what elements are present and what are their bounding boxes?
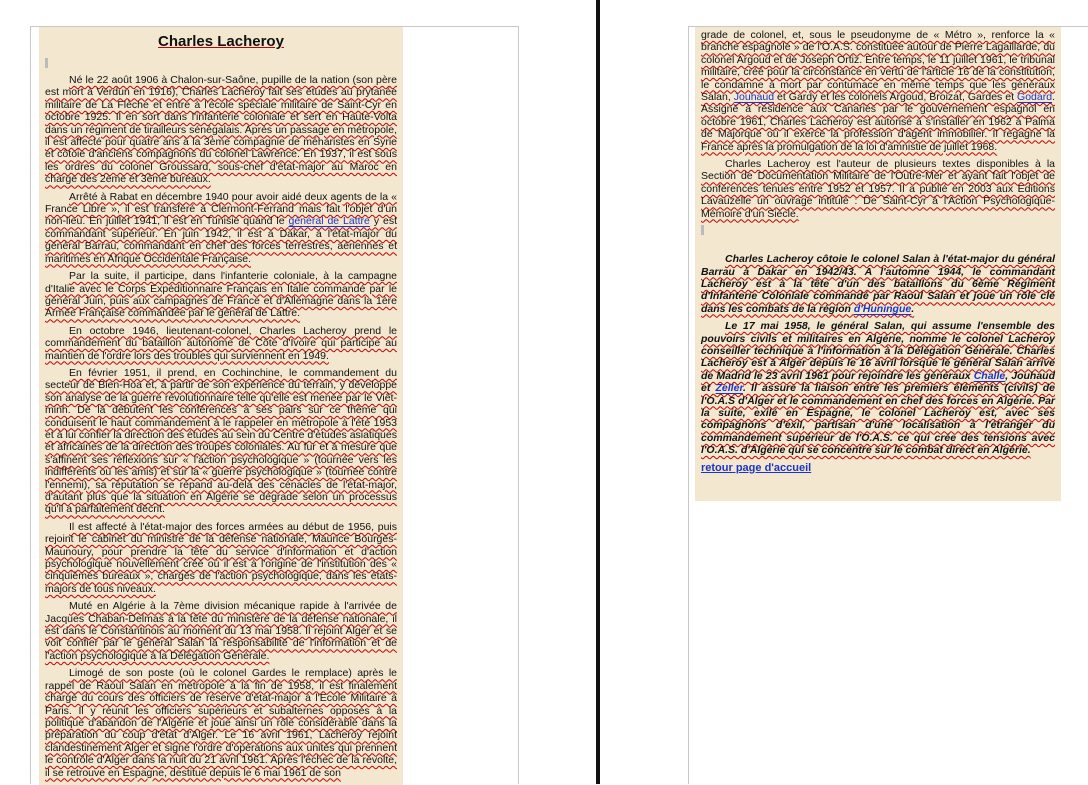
link-jouhaud[interactable]: Jouhaud bbox=[733, 91, 775, 104]
paragraph-birth: Né le 22 août 1906 à Chalon-sur-Saône, pupille de la nation (son père est mort à Verdun en 1916), Charles Lacheroy fait ses études au prytanée militaire de La Flèche et entre à l'école spéciale militaire de Saint-Cyr en octobre 1925. Il en sort dans l'infanterie coloniale et sert en Haute-Volta dans un régiment de tirailleurs sénégalais. Après un passage en métropole, il est affecté pour quatre ans à la 3ème compagnie de méharistes en Syrie et côtoie d'anciens compagnons du colonel Lawrence. En 1937, il est sous les ordres du colonel Groussard, sous-chef d'état-major au Maroc en charge des 2ème et 3ème bureaux. bbox=[45, 74, 397, 186]
link-godard[interactable]: Godard bbox=[1017, 91, 1053, 104]
paragraph-dismissal: Limogé de son poste (où le colonel Gardes le remplace) après le rappel de Raoul Salan en métropole à la fin de 1958, il est finalement chargé du cours des officiers de réserve d'état-major à l'Ecole Militaire à Paris. Il y réunit les officiers supérieurs et subalternes opposés à la politique d'abandon de l'Algérie et joue ainsi un rôle considérable dans la préparation du coup d'état d'Alger. Le 16 avril 1961, Lacheroy rejoint clandestinement Alger et signe l'ordre d'opérations aux unités qui prennent le contrôle d'Alger dans la nuit du 21 avril 1961. Après l'échec de la révolte, il se retrouve en Espagne, destitué depuis le 6 mai 1961 de son bbox=[45, 667, 397, 779]
paragraph-cochinchina: En février 1951, il prend, en Cochinchine, le commandement du secteur de Bien-Hoa et, à partir de son expérience du terrain, y développe son analyse de la guerre révolutionnaire telle qu'elle est menée par le Viêt-minh. De là débutent les conférences à ses pairs sur ce thème qui conduisent le haut commandement à le rappeler en métropole à l'été 1953 et à lui confier la direction des études au sein du Centre d'études asiatiques et africaines de la direction des troupes coloniales. Au fur et à mesure que s'affinent ses réflexions sur « l'action psychologique » (tournée vers les indifférents ou les amis) et sur la « guerre psychologique » (tournée contre l'ennemi), sa réputation se répand au-delà des cénacles de l'état-major, d'autant plus que la situation en Algérie se dégrade selon un processus qu'il a parfaitement décrit. bbox=[45, 366, 397, 516]
document-page-left bbox=[30, 26, 519, 784]
paragraph-text: Arrêté à Rabat en décembre 1940 pour avoir aidé deux agents de la « France Libre », il est transféré à Clermont-Ferrand mais fait l'objet d'un non-lieu. En juillet 1941, il est en Tunisie quand le bbox=[45, 190, 397, 228]
paragraph-text: . bbox=[911, 302, 915, 315]
paragraph-text: , Jouhaud et bbox=[701, 369, 1055, 395]
paragraph-text: . Assigné à résidence aux Canaries par le gouvernement espagnol en octobre 1961, Charles Lacheroy est autorisé à s'installer en 1962 à Palma de Majorque où il exerce la profession d'agent immobilier. Il regagne la France après la promulgation de la loi d'amnistie de juillet 1968. bbox=[701, 91, 1055, 153]
link-huningue[interactable]: d'Huningue bbox=[853, 302, 912, 315]
paragraph-oas-spain bbox=[701, 29, 1055, 153]
paragraph-may-1958 bbox=[701, 320, 1055, 456]
paragraph-text: Charles Lacheroy côtoie le colonel Salan à l'état-major du général Barrau à Dakar en 1942/43. A l'automne 1944, le commandant Lacheroy est à la tête d'un des bataillons du 6ème Régiment d'Infanterie Coloniale commandé par Raoul Salan et joue un rôle clé dans les combats de la région bbox=[701, 253, 1055, 315]
link-challe[interactable]: Challe bbox=[973, 369, 1006, 382]
home-page-link[interactable]: retour page d'accueil bbox=[701, 461, 812, 474]
paragraph-text: Le 17 mai 1958, le général Salan, qui assume l'ensemble des pouvoirs civils et militaires en Algérie, nomme le colonel Lacheroy conseiller technique à l'information à la Délégation Générale. Charles Lacheroy est à Alger depuis le 16 avril lorsque le général Salan arrive de Madrid le 23 avril 1961 pour rejoindre les généraux bbox=[701, 320, 1055, 382]
paragraph-arrest bbox=[45, 191, 397, 265]
text-block-right bbox=[695, 27, 1061, 501]
paragraph-author: Charles Lacheroy est l'auteur de plusieurs textes disponibles à la Section de Documentation Militaire de l'Outre-Mer et ayant fait l'objet de conférences tenues entre 1952 et 1957. Il a publié en 2003 aux Editions Lavauzelle un ouvrage intitulé : De Saint-Cyr à l'Action Psychologique-Mémoire d'un Siècle. bbox=[701, 158, 1055, 220]
paragraph-italy: Par la suite, il participe, dans l'infanterie coloniale, à la campagne d'Italie avec le Corps Expéditionnaire Français en Italie commandé par le général Juin, puis aux campagnes de France et d'Allemagne dans la 1ère Armée Française commandée par le général de Lattre. bbox=[45, 270, 397, 320]
document-page-right bbox=[688, 26, 1088, 784]
text-block-left bbox=[39, 27, 403, 785]
page-title: Charles Lacheroy bbox=[158, 33, 284, 50]
window-divider[interactable] bbox=[596, 0, 600, 784]
paragraph-text: . Il assure la liaison entre les premiers éléments (civils) de l'O.A.S d'Alger et le commandement en chef des forces en Algérie. Par la suite, exilé en Espagne, le colonel Lacheroy est, avec ses compagnons d'exil, partisan d'une localisation à l'étranger du commandement supérieur de l'O.A.S. ce qui crée des tensions avec l'O.A.S. d'Algérie qui se concentre sur le combat direct en Algérie. bbox=[701, 382, 1055, 457]
paragraph-marker bbox=[45, 58, 48, 68]
paragraph-algeria: Muté en Algérie à la 7ème division mécanique rapide à l'arrivée de Jacques Chaban-Delmas à la tête du ministère de la défense nationale, il est dans le Constantinois au moment du 13 mai 1958. Il rejoint Alger et se voit confier par le général Salan la responsabilité de l'information et de l'action psychologique à la Délégation Générale. bbox=[45, 600, 397, 662]
paragraph-text: grade de colonel, et, sous le pseudonyme de « Métro », renforce la « branche espagnole » de l'O.A.S. constituée autour de Pierre Lagaillarde, du colonel Argoud et de Joseph Ortiz. Entre temps, le 11 juillet 1961, le tribunal militaire, créé pour la circonstance en vertu de l'article 16 de la constitution, le condamne à mort par contumace en même temps que les généraux Salan, bbox=[701, 29, 1055, 104]
link-zeller[interactable]: Zeller bbox=[715, 382, 743, 395]
paragraph-marker bbox=[701, 225, 704, 235]
paragraph-defense-ministry: Il est affecté à l'état-major des forces armées au début de 1956, puis rejoint le cabinet du ministre de la défense nationale, Maurice Bourgès-Maunoury, pour prendre la tête du service d'information et d'action psychologique nouvellement créé où il est à l'origine de l'institution des « cinquièmes bureaux », chargés de l'action psychologique, dans les états-majors de tous niveaux. bbox=[45, 520, 397, 595]
paragraph-salan-dakar bbox=[701, 253, 1055, 315]
paragraph-ivory-coast: En octobre 1946, lieutenant-colonel, Charles Lacheroy prend le commandement du bataillon autonome de Côte d'Ivoire qui participe au maintien de l'ordre lors des troubles qui surviennent en 1949. bbox=[45, 324, 397, 362]
paragraph-text: et Gardy et les colonels Argoud, Broizat, Gardes et bbox=[774, 91, 1018, 104]
link-de-lattre[interactable]: général de Lattre bbox=[288, 215, 370, 228]
paragraph-arrest-text bbox=[45, 191, 397, 265]
paragraph-text: y est commandant supérieur. En juin 1942, il est à Dakar, à l'état-major du général Barrau, commandant en chef des forces terrestres, aériennes et maritimes en Afrique Occidentale Française. bbox=[45, 215, 397, 265]
